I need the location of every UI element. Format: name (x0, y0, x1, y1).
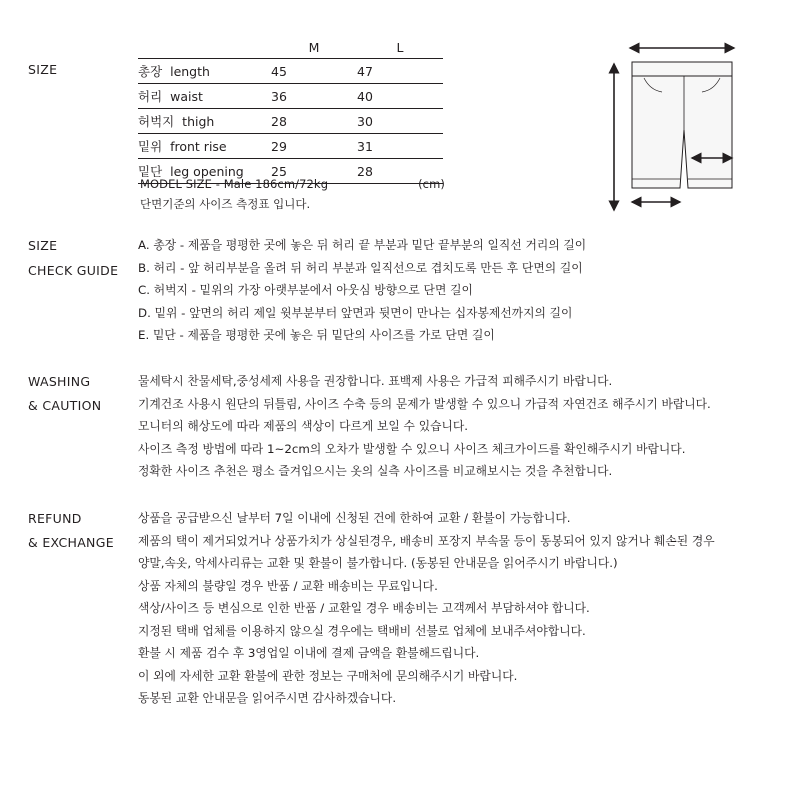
washing-line: 물세탁시 찬물세탁,중성세제 사용을 권장합니다. 표백제 사용은 가급적 피해주시기 바랍니다. (138, 374, 613, 388)
washing-line: 사이즈 측정 방법에 따라 1~2cm의 오차가 발생할 수 있으니 사이즈 체크가이드를 확인해주시기 바랍니다. (138, 441, 686, 456)
section-label-size-check-line1: SIZE (28, 238, 58, 253)
guide-line: D. 밑위 - 앞면의 허리 제일 윗부분부터 앞면과 뒷면이 만나는 십자봉제선까지의 길이 (138, 305, 573, 320)
size-row-l: 28 (357, 159, 443, 184)
refund-line: 동봉된 교환 안내문을 읽어주시면 감사하겠습니다. (138, 691, 397, 705)
size-row-l: 40 (357, 84, 443, 109)
size-row-m: 36 (271, 84, 357, 109)
refund-line: 이 외에 자세한 교환 환불에 관한 정보는 구매처에 문의해주시기 바랍니다. (138, 668, 518, 683)
measure-note: 단면기준의 사이즈 측정표 입니다. (140, 197, 311, 211)
refund-line: 양말,속옷, 악세사리류는 교환 및 환불이 불가합니다. (동봉된 안내문을 읽어주시기 바랍니다.) (138, 556, 618, 570)
size-row-m: 45 (271, 59, 357, 84)
table-row (138, 84, 443, 109)
section-label-refund-line2: & EXCHANGE (28, 535, 114, 550)
guide-line: E. 밑단 - 제품을 평평한 곳에 놓은 뒤 밑단의 사이즈를 가로 단면 길이 (138, 328, 495, 342)
section-label-size-check-line2: CHECK GUIDE (28, 263, 119, 278)
size-row-l: 47 (357, 59, 443, 84)
section-label-refund-line1: REFUND (28, 511, 82, 526)
guide-line: A. 총장 - 제품을 평평한 곳에 놓은 뒤 허리 끝 부분과 밑단 끝부분의 일직선 거리의 길이 (138, 238, 587, 252)
model-size-text: MODEL SIZE - Male 186cm/72kg (140, 177, 329, 191)
size-table-header-blank (138, 40, 271, 59)
size-row-m: 25 (271, 159, 357, 184)
section-label-washing-line2: & CAUTION (28, 398, 102, 413)
table-row (138, 109, 443, 134)
size-table (138, 40, 443, 184)
size-row-m: 29 (271, 134, 357, 159)
washing-line: 모니터의 해상도에 따라 제품의 색상이 다르게 보일 수 있습니다. (138, 419, 469, 433)
refund-line: 지정된 택배 업체를 이용하지 않으실 경우에는 택배비 선불로 업체에 보내주셔야합니다. (138, 623, 586, 638)
washing-caution-block (138, 370, 711, 483)
size-row-key: 밑단 leg opening (138, 159, 271, 184)
size-check-guide-block (138, 234, 586, 347)
size-row-l: 31 (357, 134, 443, 159)
size-row-key: 허리 waist (138, 84, 271, 109)
washing-line: 기계건조 사용시 원단의 뒤틀림, 사이즈 수축 등의 문제가 발생할 수 있으니 가급적 자연건조 해주시기 바랍니다. (138, 396, 711, 411)
table-row (138, 59, 443, 84)
guide-line: C. 허벅지 - 밑위의 가장 아랫부분에서 아웃심 방향으로 단면 길이 (138, 283, 473, 297)
size-row-l: 30 (357, 109, 443, 134)
refund-line: 상품 자체의 불량일 경우 반품 / 교환 배송비는 무료입니다. (138, 578, 438, 593)
refund-line: 제품의 택이 제거되었거나 상품가치가 상실된경우, 배송비 포장지 부속물 등이 동봉되어 있지 않거나 훼손된 경우 (138, 533, 715, 548)
refund-line: 상품을 공급받으신 날부터 7일 이내에 신청된 건에 한하여 교환 / 환불이 가능합니다. (138, 511, 571, 525)
unit-label: (cm) (418, 177, 445, 191)
section-label-size: SIZE (28, 62, 58, 77)
table-row (138, 134, 443, 159)
size-table-header-m: M (308, 40, 320, 55)
size-row-key: 밑위 front rise (138, 134, 271, 159)
size-table-header-l: L (396, 40, 404, 55)
size-row-key: 총장 length (138, 59, 271, 84)
shorts-diagram (600, 38, 780, 223)
refund-exchange-block (138, 507, 715, 710)
section-label-washing-line1: WASHING (28, 374, 91, 389)
refund-line: 색상/사이즈 등 변심으로 인한 반품 / 교환일 경우 배송비는 고객께서 부담하셔야 합니다. (138, 601, 590, 615)
refund-line: 환불 시 제품 검수 후 3영업일 이내에 결제 금액을 환불해드립니다. (138, 646, 480, 660)
model-size-line (140, 177, 445, 191)
washing-line: 정확한 사이즈 추천은 평소 즐겨입으시는 옷의 실측 사이즈를 비교해보시는 것을 추천합니다. (138, 464, 613, 478)
size-row-key: 허벅지 thigh (138, 109, 271, 134)
size-row-m: 28 (271, 109, 357, 134)
guide-line: B. 허리 - 앞 허리부분을 올려 뒤 허리 부분과 일직선으로 겹치도록 만든 후 단면의 길이 (138, 260, 583, 275)
